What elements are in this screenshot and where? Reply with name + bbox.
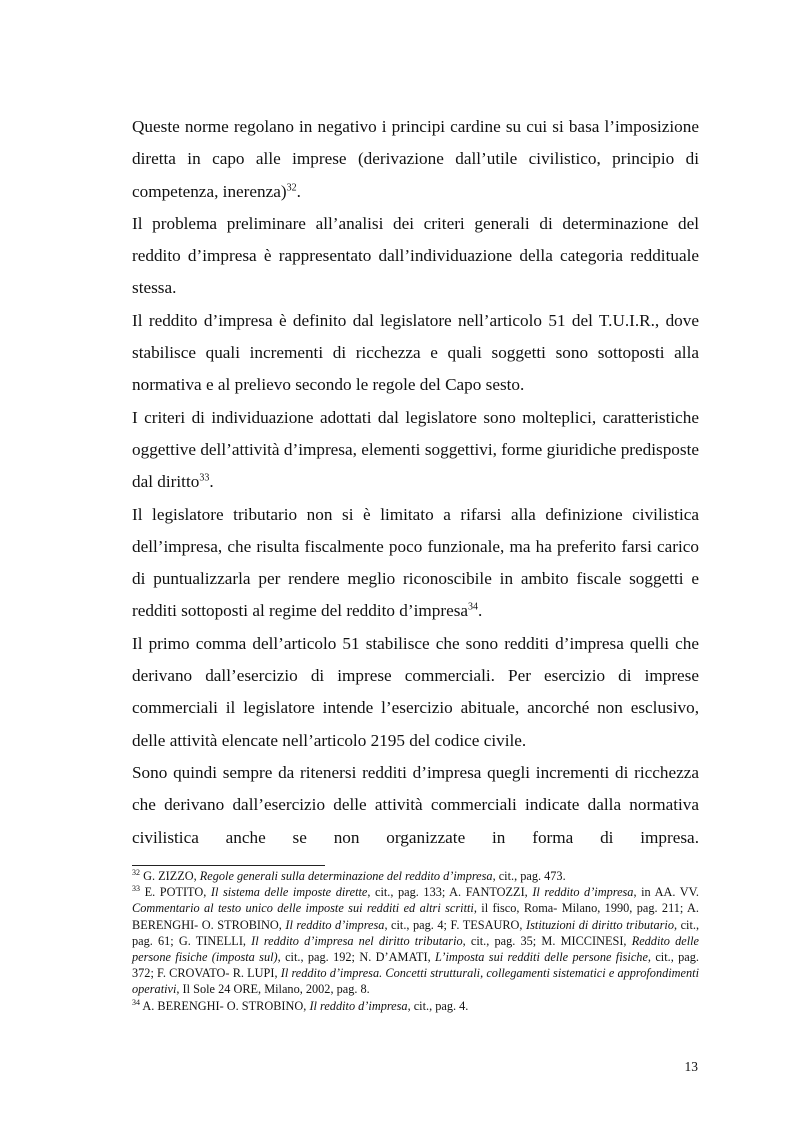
- footnote: [132, 884, 699, 997]
- footnote-segment: , cit., pag. 61; G. TINELLI,: [132, 917, 700, 948]
- footnote-segment: , cit., pag. 372; F. CROVATO- R. LUPI,: [132, 950, 699, 981]
- cited-title: Regole generali sulla determinazione del reddito d’impresa: [199, 869, 493, 883]
- footnote-segment: , cit., pag. 133; A. FANTOZZI,: [367, 885, 533, 900]
- footnote-text: [140, 999, 468, 1013]
- footnote-text: [140, 869, 566, 883]
- footnote-ref[interactable]: 34: [468, 601, 479, 613]
- footnote-segment: , il fisco, Roma- Milano, 1990, pag. 211; A. BERENGHI- O. STROBINO,: [132, 901, 699, 932]
- footnote-text: [132, 885, 699, 996]
- footnote-segment: , cit., pag. 4; F. TESAURO,: [384, 917, 527, 932]
- cited-title: Istituzioni di diritto tributario: [526, 917, 674, 932]
- cited-title: Commentario al testo unico delle imposte sui redditi ed altri scritti: [132, 901, 474, 916]
- cited-title: Il reddito d’impresa: [285, 917, 385, 932]
- footnote: [132, 868, 699, 884]
- footnote-segment: A. BERENGHI- O. STROBINO,: [140, 998, 310, 1013]
- footnote-segment: , cit., pag. 35; M. MICCINESI,: [462, 933, 632, 948]
- body-text: [132, 111, 699, 854]
- footnote-segment: , in AA. VV.: [633, 885, 700, 900]
- footnote-segment: G. ZIZZO,: [140, 869, 200, 883]
- paragraph-text: Il legislatore tributario non si è limitato a rifarsi alla definizione civilistica dell’impresa, che risulta fiscalmente poco funzionale, ma ha preferito farsi carico di puntualizzarla per rendere meglio riconoscibile in ambito fiscale soggetti e redditi sottoposti al regime del reddito d’impresa: [132, 504, 699, 621]
- paragraph: [132, 305, 699, 402]
- paragraph-text: Queste norme regolano in negativo i principi cardine su cui si basa l’imposizione diretta in capo alle imprese (derivazione dall’utile civilistico, principio di competenza, inerenza): [132, 117, 699, 201]
- cited-title: L’imposta sui redditi delle persone fisiche: [435, 950, 648, 965]
- footnote-segment: , cit., pag. 192; N. D’AMATI,: [277, 950, 436, 965]
- paragraph: [132, 628, 699, 757]
- paragraph-text: Il primo comma dell’articolo 51 stabilisce che sono redditi d’impresa quelli che derivano dall’esercizio di imprese commerciali. Per esercizio di imprese commerciali il legislatore intende l’esercizio abituale, ancorché non esclusivo, delle attività elencate nell’articolo 2195 del codice civile.: [132, 633, 699, 750]
- footnote-segment: E. POTITO,: [140, 885, 211, 900]
- footnote-number: 32: [132, 867, 140, 877]
- paragraph-text: Il problema preliminare all’analisi dei criteri generali di determinazione del reddito d’impresa è rappresentato dall’individuazione della categoria reddituale stessa.: [132, 213, 699, 298]
- paragraph-text: Sono quindi sempre da ritenersi redditi d’impresa quegli incrementi di ricchezza che derivano dall’esercizio delle attività commerciali indicate dalla normativa civilistica anche se non organizzate in forma di impresa.: [132, 762, 699, 847]
- footnotes: [132, 868, 699, 1014]
- paragraph: Queste norme regolano in negativo i principi cardine su cui si basa l’imposizione diretta in capo alle imprese (derivazione dall’utile civilistico, principio di competenza, inerenza)$^{32}$.: [132, 117, 699, 201]
- cited-title: Il reddito d’impresa: [532, 885, 634, 900]
- footnote-divider: [132, 865, 325, 866]
- paragraph: [132, 208, 699, 305]
- footnote-segment: , cit., pag. 4.: [407, 998, 469, 1013]
- footnote-ref[interactable]: 33: [199, 472, 210, 484]
- page-number: 13: [684, 1059, 698, 1074]
- footnote-number: 33: [132, 884, 140, 894]
- cited-title: Reddito delle persone fisiche (imposta sul): [132, 933, 700, 965]
- paragraph: I criteri di individuazione adottati dal legislatore sono molteplici, caratteristiche oggettive dell’attività d’impresa, elementi soggettivi, forme giuridiche predisposte dal diritto$^{33}$.: [132, 407, 699, 492]
- footnote-segment: , cit., pag. 473.: [492, 869, 566, 883]
- cited-title: Il reddito d’impresa nel diritto tributario: [251, 933, 463, 948]
- paragraph: Il legislatore tributario non si è limitato a rifarsi alla definizione civilistica dell’impresa, che risulta fiscalmente poco funzionale, ma ha preferito farsi carico di puntualizzarla per rendere meglio riconoscibile in ambito fiscale soggetti e redditi sottoposti al regime del reddito d’impresa$^{34}$.: [132, 504, 699, 621]
- footnote: [132, 998, 699, 1014]
- cited-title: Il reddito d’impresa: [309, 998, 408, 1013]
- paragraph-text: Il reddito d’impresa è definito dal legislatore nell’articolo 51 del T.U.I.R., dove stabilisce quali incrementi di ricchezza e quali soggetti sono sottoposti alla normativa e al prelievo secondo le regole del Capo sesto.: [132, 310, 699, 395]
- paragraph-text: I criteri di individuazione adottati dal legislatore sono molteplici, caratteristiche oggettive dell’attività d’impresa, elementi soggettivi, forme giuridiche predisposte dal diritto: [132, 407, 699, 492]
- footnote-segment: , Il Sole 24 ORE, Milano, 2002, pag. 8.: [176, 982, 370, 997]
- paragraph: [132, 757, 699, 854]
- footnote-number: 34: [132, 997, 140, 1007]
- footnote-ref[interactable]: 32: [286, 181, 297, 193]
- cited-title: Il sistema delle imposte dirette: [210, 885, 368, 900]
- cited-title: Il reddito d’impresa. Concetti strutturali, collegamenti sistematici e approfondimenti operativi: [132, 966, 699, 997]
